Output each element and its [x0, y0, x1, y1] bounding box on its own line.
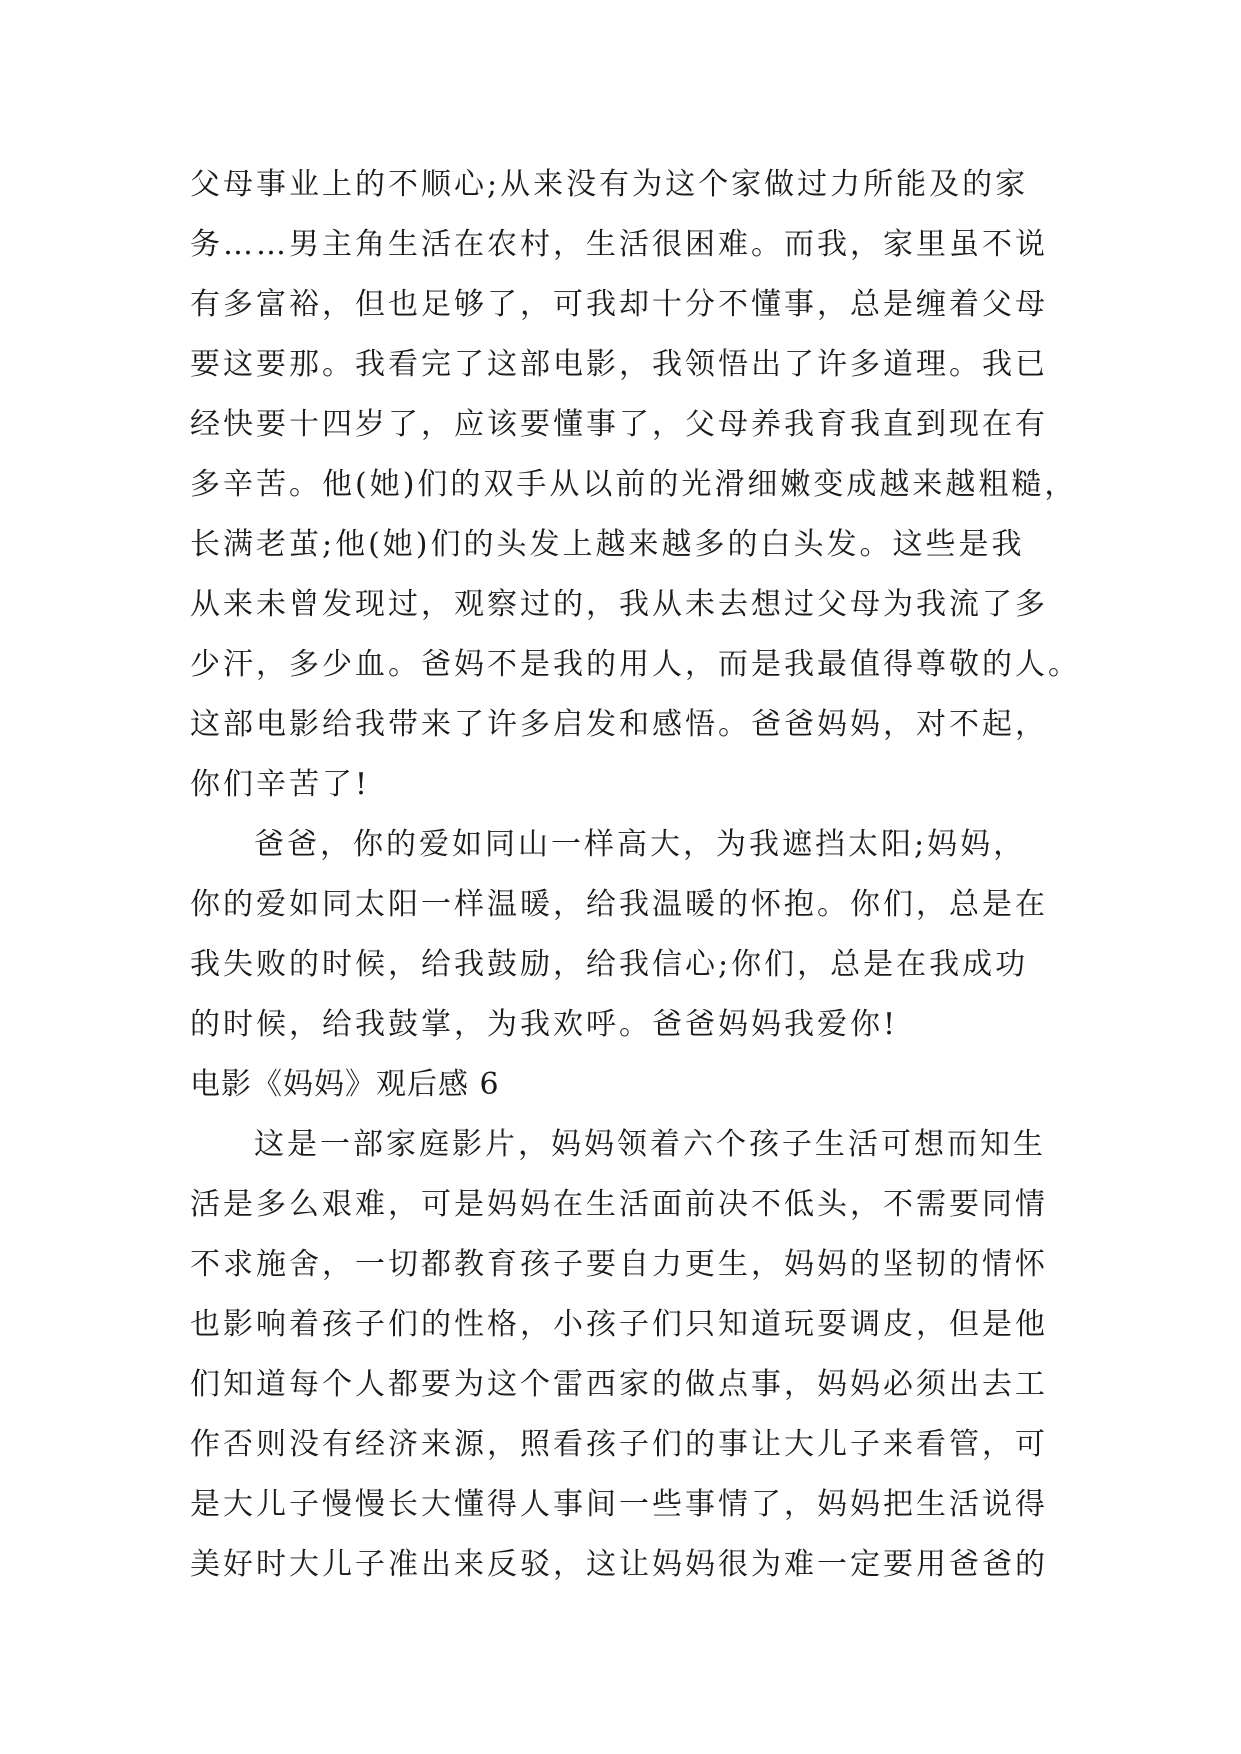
text-line: 作否则没有经济来源，照看孩子们的事让大儿子来看管，可: [190, 1427, 1048, 1462]
text-line: 务……男主角生活在农村，生活很困难。而我，家里虽不说: [190, 227, 1048, 262]
text-line: 是大儿子慢慢长大懂得人事间一些事情了，妈妈把生活说得: [190, 1487, 1048, 1522]
text-line: 的时候，给我鼓掌，为我欢呼。爸爸妈妈我爱你!: [190, 1007, 899, 1042]
text-line: 爸爸，你的爱如同山一样高大，为我遮挡太阳;妈妈，: [254, 827, 1027, 862]
text-line: 美好时大儿子准出来反驳，这让妈妈很为难一定要用爸爸的: [190, 1547, 1048, 1582]
text-line: 们知道每个人都要为这个雷西家的做点事，妈妈必须出去工: [190, 1367, 1048, 1402]
document-body: [190, 155, 1081, 1595]
text-line: 少汗，多少血。爸妈不是我的用人，而是我最值得尊敬的人。: [190, 647, 1081, 682]
paragraph-1: [190, 155, 1081, 815]
text-line: 要这要那。我看完了这部电影，我领悟出了许多道理。我已: [190, 347, 1048, 382]
text-line: 不求施舍，一切都教育孩子要自力更生，妈妈的坚韧的情怀: [190, 1247, 1048, 1282]
text-line: 你的爱如同太阳一样温暖，给我温暖的怀抱。你们，总是在: [190, 887, 1048, 922]
text-line: 我失败的时候，给我鼓励，给我信心;你们，总是在我成功: [190, 947, 1029, 982]
text-line: 活是多么艰难，可是妈妈在生活面前决不低头，不需要同情: [190, 1187, 1048, 1222]
text-line: 父母事业上的不顺心;从来没有为这个家做过力所能及的家: [190, 167, 1029, 202]
text-line: 多辛苦。他(她)们的双手从以前的光滑细嫩变成越来越粗糙，: [190, 467, 1078, 502]
section-heading: 电影《妈妈》观后感 6: [190, 1067, 500, 1102]
paragraph-3: [190, 1115, 1070, 1595]
text-line: 经快要十四岁了，应该要懂事了，父母养我育我直到现在有: [190, 407, 1048, 442]
text-line: 有多富裕，但也足够了，可我却十分不懂事，总是缠着父母: [190, 287, 1048, 322]
text-line: 长满老茧;他(她)们的头发上越来越多的白头发。这些是我: [190, 527, 1025, 562]
text-line: 也影响着孩子们的性格，小孩子们只知道玩耍调皮，但是他: [190, 1307, 1048, 1342]
text-line: 这部电影给我带来了许多启发和感悟。爸爸妈妈，对不起，: [190, 707, 1048, 742]
paragraph-2: [190, 815, 1070, 1055]
text-line: 这是一部家庭影片，妈妈领着六个孩子生活可想而知生: [254, 1127, 1046, 1162]
text-line: 从来未曾发现过，观察过的，我从未去想过父母为我流了多: [190, 587, 1048, 622]
text-line: 你们辛苦了!: [190, 767, 371, 802]
